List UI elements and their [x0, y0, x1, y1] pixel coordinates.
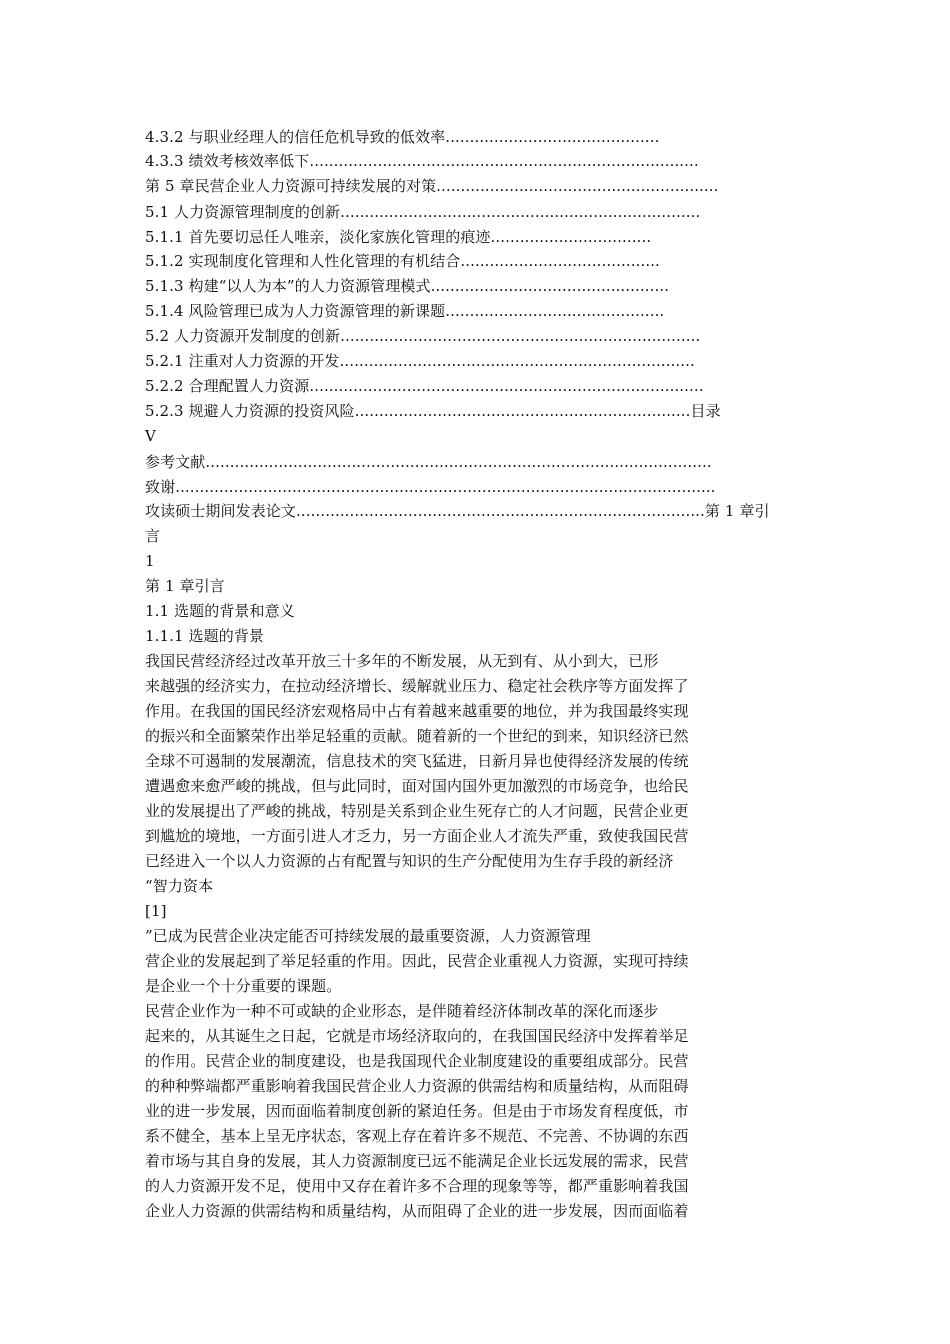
toc-entry-publications-continued: 言 [145, 527, 161, 545]
body-line: 企业人力资源的供需结构和质量结构，从而阻碍了企业的进一步发展，因而面临着 [145, 1202, 689, 1220]
body-line: 着市场与其自身的发展，其人力资源制度已远不能满足企业长远发展的需求，民营 [145, 1152, 689, 1170]
toc-entry-5-2-3: 5.2.3 规避人力资源的投资风险.....................................................................目录 [145, 402, 721, 420]
body-line: 是企业一个十分重要的课题。 [145, 977, 342, 995]
body-line: 到尴尬的境地，一方面引进人才乏力，另一方面企业人才流失严重，致使我国民营 [145, 827, 689, 845]
body-line: 业的进一步发展，因而面临着制度创新的紧迫任务。但是由于市场发育程度低，市 [145, 1102, 689, 1120]
body-line: 的种种弊端都严重影响着我国民营企业人力资源的供需结构和质量结构，从而阻碍 [145, 1077, 689, 1095]
body-line: 作用。在我国的国民经济宏观格局中占有着越来越重要的地位，并为我国最终实现 [145, 702, 689, 720]
toc-entry-5-1-1: 5.1.1 首先要切忌任人唯亲，淡化家族化管理的痕迹................................. [145, 228, 652, 246]
body-line: 的作用。民营企业的制度建设，也是我国现代企业制度建设的重要组成部分。民营 [145, 1052, 689, 1070]
body-line: 民营企业作为一种不可或缺的企业形态，是伴随着经济体制改革的深化而逐步 [145, 1002, 659, 1020]
toc-entry-5-1-2: 5.1.2 实现制度化管理和人性化管理的有机结合......................................... [145, 252, 660, 270]
citation-marker: [1] [145, 902, 167, 920]
toc-entry-5-1: 5.1 人力资源管理制度的创新.......................................................................... [145, 203, 701, 221]
toc-entry-5-2: 5.2 人力资源开发制度的创新.......................................................................... [145, 327, 701, 345]
body-line: 业的发展提出了严峻的挑战，特别是关系到企业生死存亡的人才问题，民营企业更 [145, 802, 689, 820]
toc-entry-publications: 攻读硕士期间发表论文....................................................................................第 1 章引 [145, 502, 770, 520]
page-number: 1 [145, 552, 155, 570]
section-heading: 1.1 选题的背景和意义 [145, 602, 295, 620]
body-line: 我国民营经济经过改革开放三十多年的不断发展，从无到有、从小到大，已形 [145, 652, 659, 670]
toc-entry-chapter-5: 第 5 章民营企业人力资源可持续发展的对策.......................................................... [145, 177, 719, 195]
body-line: 起来的，从其诞生之日起，它就是市场经济取向的，在我国国民经济中发挥着举足 [145, 1027, 689, 1045]
body-line: “智力资本 [145, 877, 214, 895]
toc-entry-5-2-1: 5.2.1 注重对人力资源的开发......................................................................... [145, 352, 695, 370]
body-line: ”已成为民营企业决定能否可持续发展的最重要资源，人力资源管理 [145, 927, 591, 945]
body-line: 全球不可遏制的发展潮流，信息技术的突飞猛进，日新月异也使得经济发展的传统 [145, 752, 689, 770]
body-line: 营企业的发展起到了举足轻重的作用。因此，民营企业重视人力资源，实现可持续 [145, 952, 689, 970]
body-line: 的振兴和全面繁荣作出举足轻重的贡献。随着新的一个世纪的到来，知识经济已然 [145, 727, 689, 745]
chapter-title: 第 1 章引言 [145, 577, 225, 595]
toc-entry-5-2-2: 5.2.2 合理配置人力资源................................................................................. [145, 377, 704, 395]
toc-entry-acknowledgements: 致谢............................................................................................................... [145, 478, 716, 496]
toc-entry-references: 参考文献........................................................................................................ [145, 453, 712, 471]
body-line: 来越强的经济实力，在拉动经济增长、缓解就业压力、稳定社会秩序等方面发挥了 [145, 677, 689, 695]
body-line: 的人力资源开发不足，使用中又存在着许多不合理的现象等等，都严重影响着我国 [145, 1177, 689, 1195]
body-line: 系不健全，基本上呈无序状态，客观上存在着许多不规范、不完善、不协调的东西 [145, 1127, 689, 1145]
toc-entry-4-3-3: 4.3.3 绩效考核效率低下................................................................................ [145, 152, 699, 170]
toc-entry-4-3-2: 4.3.2 与职业经理人的信任危机导致的低效率............................................ [145, 128, 660, 146]
subsection-heading: 1.1.1 选题的背景 [145, 627, 265, 645]
body-line: 遭遇愈来愈严峻的挑战，但与此同时，面对国内国外更加激烈的市场竞争，也给民 [145, 777, 689, 795]
page-roman-numeral: V [145, 427, 156, 445]
toc-entry-5-1-3: 5.1.3 构建“以人为本”的人力资源管理模式................................................. [145, 277, 670, 295]
body-line: 已经进入一个以人力资源的占有配置与知识的生产分配使用为生存手段的新经济 [145, 852, 674, 870]
toc-entry-5-1-4: 5.1.4 风险管理已成为人力资源管理的新课题............................................. [145, 302, 665, 320]
